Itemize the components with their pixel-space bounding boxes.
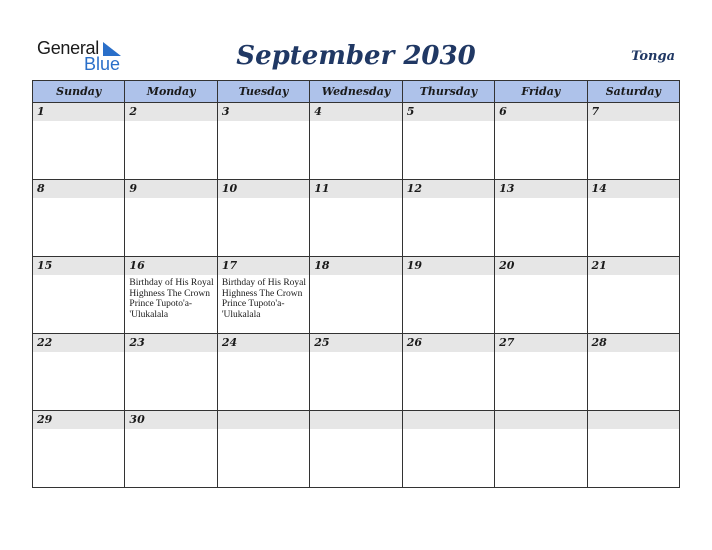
day-cell: [495, 257, 587, 334]
day-number: 6: [499, 105, 507, 118]
day-cell: [217, 180, 309, 257]
day-number: 7: [591, 105, 600, 118]
day-number-bar: [495, 411, 586, 429]
weekday-header: Wednesday: [310, 81, 402, 103]
day-number-bar: [125, 334, 216, 352]
day-number-bar: [33, 257, 124, 275]
day-number-bar: [588, 180, 679, 198]
day-number-bar: [33, 180, 124, 198]
day-cell: [587, 411, 679, 488]
day-cell: [587, 257, 679, 334]
week-row: [33, 411, 680, 488]
day-cell: [495, 103, 587, 180]
day-number-bar: [218, 103, 309, 121]
day-number: 10: [221, 182, 238, 195]
day-cell: [125, 411, 217, 488]
day-cell: [310, 103, 402, 180]
day-cell: [33, 103, 125, 180]
day-cell: [402, 334, 494, 411]
day-number: 14: [591, 182, 607, 195]
weekday-header: Thursday: [402, 81, 494, 103]
page-title: September 2030: [236, 41, 476, 71]
day-number: 24: [221, 336, 238, 349]
day-number: 18: [314, 259, 330, 272]
day-number: 8: [37, 182, 45, 195]
day-cell: [125, 257, 217, 334]
day-cell: [217, 257, 309, 334]
day-number-bar: [33, 411, 124, 429]
week-row: [33, 103, 680, 180]
day-cell: [310, 180, 402, 257]
day-number: 23: [129, 336, 145, 349]
day-cell: [402, 180, 494, 257]
calendar-body: [33, 103, 680, 488]
day-cell: [495, 334, 587, 411]
holiday-event: Birthday of His Royal Highness The Crown Prince Tupoto'a-'Ulukalala: [129, 278, 214, 320]
day-cell: [217, 103, 309, 180]
week-row: [33, 257, 680, 334]
day-number-bar: [310, 257, 401, 275]
day-number: 2: [129, 105, 138, 118]
day-number-bar: [218, 411, 309, 429]
day-number-bar: [125, 103, 216, 121]
day-number-bar: [218, 257, 309, 275]
day-number-bar: [310, 180, 401, 198]
day-cell: [402, 103, 494, 180]
day-number-bar: [310, 411, 401, 429]
day-cell: [310, 411, 402, 488]
day-number-bar: [495, 334, 586, 352]
day-number-bar: [588, 103, 679, 121]
day-number-bar: [495, 180, 586, 198]
day-number: 15: [37, 259, 53, 272]
day-number-bar: [310, 334, 401, 352]
day-number: 13: [499, 182, 515, 195]
day-number: 17: [221, 259, 238, 272]
holiday-event: Birthday of His Royal Highness The Crown Prince Tupoto'a-'Ulukalala: [221, 278, 307, 320]
day-cell: [33, 257, 125, 334]
day-number: 30: [129, 413, 145, 426]
logo-word-blue: Blue: [84, 54, 121, 74]
day-number-bar: [403, 334, 494, 352]
day-number: 28: [591, 336, 607, 349]
day-number: 29: [37, 413, 53, 426]
day-number-bar: [403, 103, 494, 121]
weekday-header: Saturday: [587, 81, 679, 103]
day-number: 9: [129, 182, 138, 195]
day-cell: [310, 334, 402, 411]
day-number: 12: [406, 182, 422, 195]
day-cell: [495, 180, 587, 257]
day-number: 5: [406, 105, 415, 118]
day-cell: [125, 180, 217, 257]
day-number-bar: [125, 257, 216, 275]
day-number-bar: [125, 411, 216, 429]
day-number: 4: [314, 105, 322, 118]
calendar-grid: [32, 80, 680, 488]
day-cell: [587, 180, 679, 257]
day-number-bar: [495, 103, 586, 121]
day-cell: [217, 411, 309, 488]
day-number-bar: [33, 103, 124, 121]
day-cell: [587, 103, 679, 180]
weekday-header: Friday: [495, 81, 587, 103]
week-row: [33, 334, 680, 411]
day-number-bar: [310, 103, 401, 121]
day-number-bar: [218, 334, 309, 352]
day-number-bar: [588, 334, 679, 352]
day-number: 11: [314, 182, 330, 195]
day-cell: [33, 411, 125, 488]
day-number: 27: [499, 336, 515, 349]
day-cell: [125, 103, 217, 180]
day-number-bar: [588, 257, 679, 275]
day-cell: [217, 334, 309, 411]
day-cell: [587, 334, 679, 411]
day-number: 22: [37, 336, 53, 349]
day-number-bar: [403, 180, 494, 198]
week-row: [33, 180, 680, 257]
day-number: 21: [591, 259, 607, 272]
day-number: 3: [221, 105, 230, 118]
day-cell: [402, 411, 494, 488]
day-cell: [33, 180, 125, 257]
logo-word-general: General: [37, 38, 99, 58]
weekday-header: Tuesday: [217, 81, 309, 103]
day-cell: [125, 334, 217, 411]
weekday-header-row: [33, 81, 680, 103]
day-number-bar: [495, 257, 586, 275]
day-number: 20: [499, 259, 515, 272]
weekday-header: Monday: [125, 81, 217, 103]
day-number-bar: [218, 180, 309, 198]
day-number-bar: [403, 411, 494, 429]
day-number-bar: [125, 180, 216, 198]
day-cell: [33, 334, 125, 411]
day-number: 16: [129, 259, 145, 272]
day-number-bar: [403, 257, 494, 275]
day-number: 26: [406, 336, 422, 349]
day-number-bar: [588, 411, 679, 429]
day-number: 19: [406, 259, 422, 272]
day-cell: [402, 257, 494, 334]
day-cell: [495, 411, 587, 488]
day-cell: [310, 257, 402, 334]
country-label: Tonga: [631, 49, 675, 64]
weekday-header: Sunday: [33, 81, 125, 103]
day-number-bar: [33, 334, 124, 352]
day-number: 1: [37, 105, 45, 118]
day-number: 25: [314, 336, 330, 349]
